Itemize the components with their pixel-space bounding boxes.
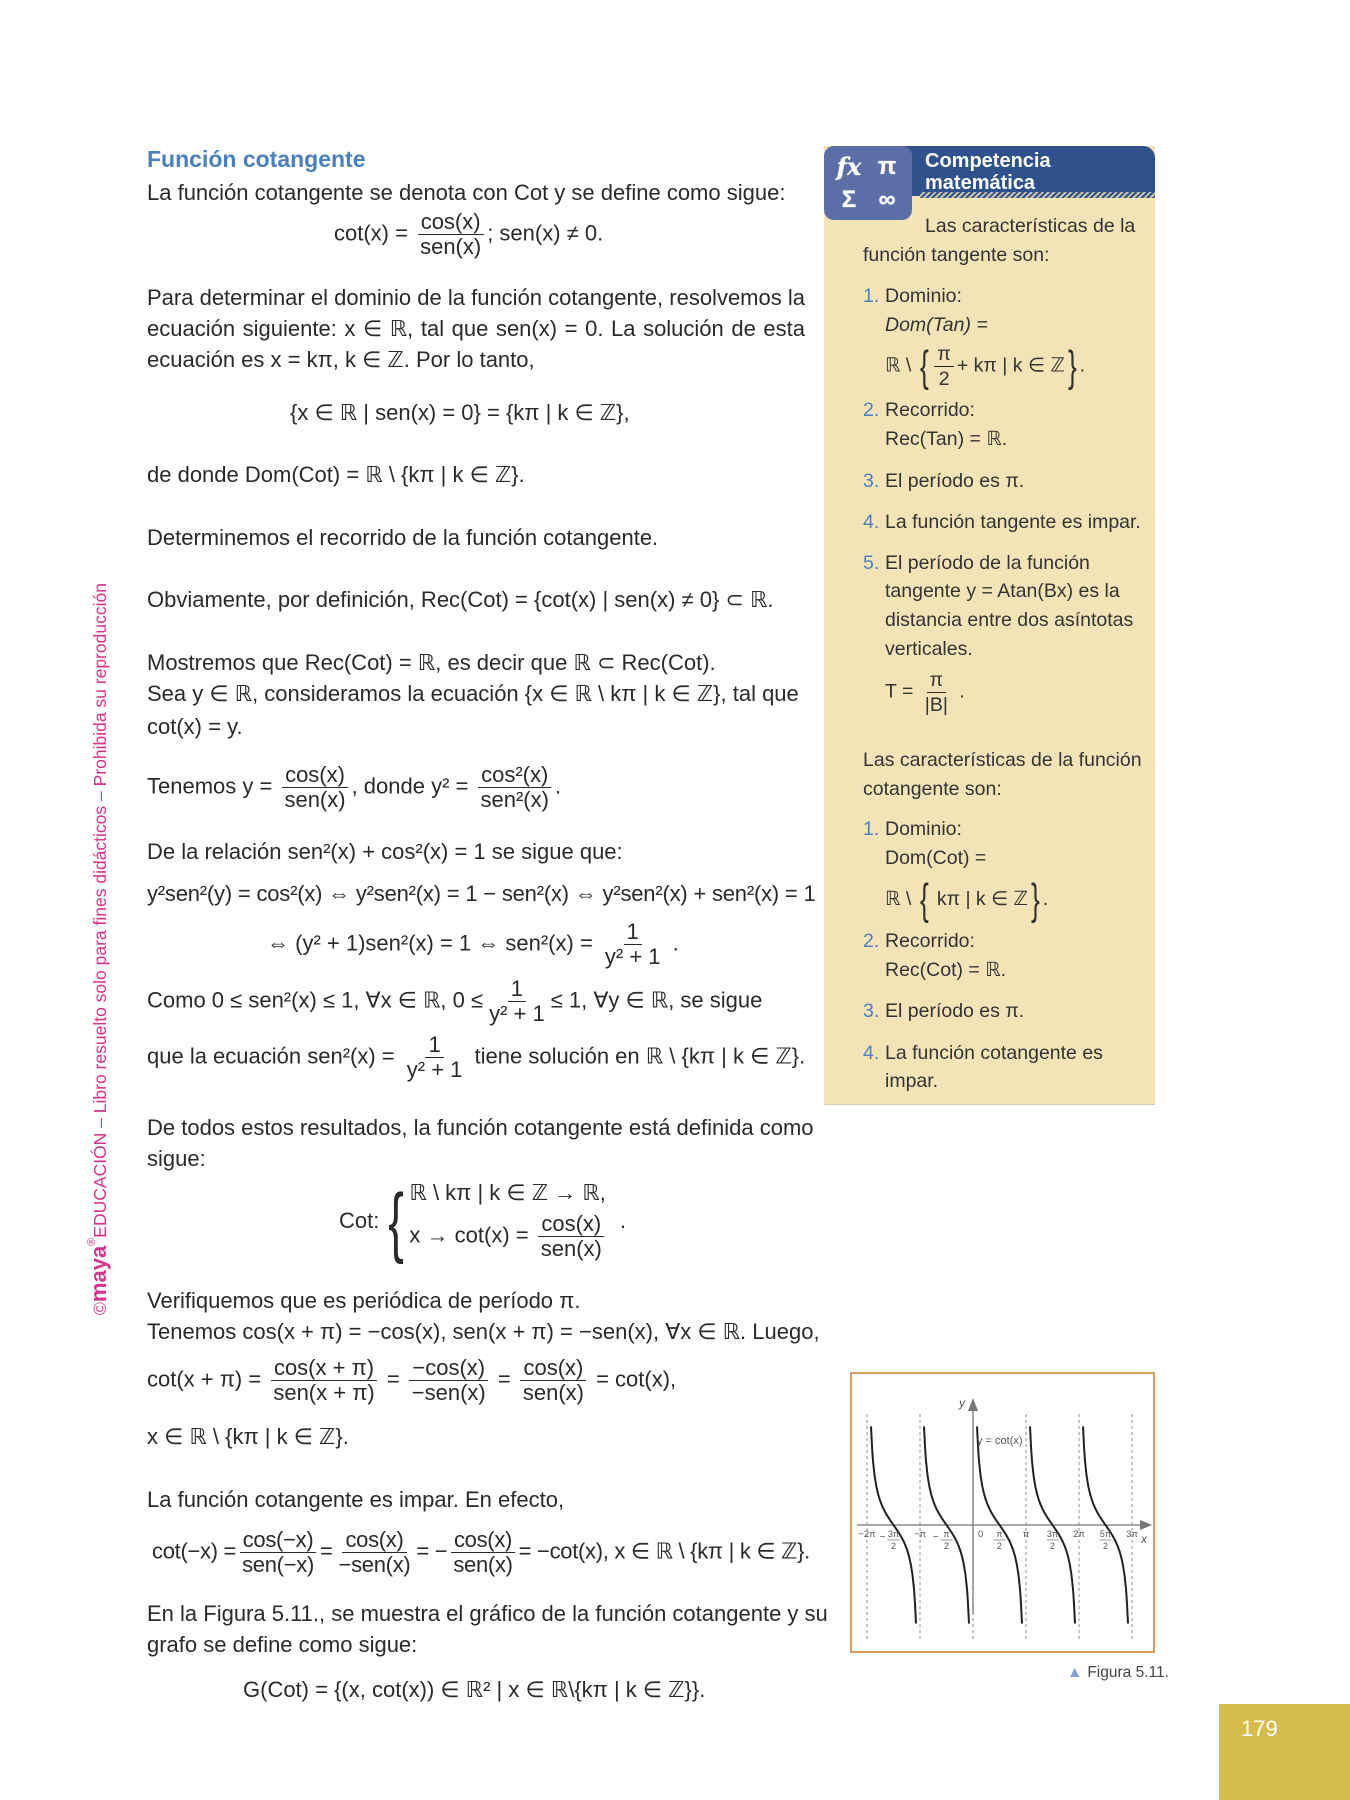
period: . <box>619 1207 626 1233</box>
text-run: cot(x + π) = <box>147 1366 268 1392</box>
text-run: . <box>1079 354 1086 377</box>
sidebar-formula <box>885 875 1049 924</box>
sidebar-text: cotangente son: <box>863 778 1002 800</box>
cotangent-graph <box>852 1374 1153 1651</box>
paragraph-line <box>147 285 805 311</box>
fraction <box>520 1356 587 1405</box>
sidebar-formula <box>885 342 1085 391</box>
text-run: grafo se define como sigue: <box>147 1632 418 1657</box>
fraction <box>922 668 951 717</box>
infinity-icon: ∞ <box>878 185 896 213</box>
text-run: y²sen²(y) = cos²(x) ⇔ y²sen²(x) = 1 − sen²(x) ⇔ y²sen²(x) + sen²(x) = 1 <box>147 881 816 906</box>
sidebar-text: La función tangente es impar. <box>885 511 1141 533</box>
paragraph-line <box>147 1288 580 1314</box>
x-axis-label: x <box>1141 1532 1147 1546</box>
text-run: En la Figura 5.11., se muestra el gráfico de la función cotangente y su <box>147 1601 828 1626</box>
denominator: |B| <box>924 694 948 716</box>
list-number: 5. <box>863 552 880 574</box>
numerator: 1 <box>425 1033 443 1058</box>
numerator: π <box>927 668 946 693</box>
text-run: Para determinar el dominio de la función cotangente, resolvemos la <box>147 285 805 310</box>
large-brace: { <box>919 341 929 391</box>
y-axis-arrow-icon <box>968 1398 978 1411</box>
numerator: cos(x) <box>538 1212 604 1237</box>
denominator: sen(x) <box>522 1380 584 1405</box>
sidebar-text: El período es π. <box>885 1000 1025 1022</box>
numerator: cos²(x) <box>478 763 551 788</box>
text-run: x ∈ ℝ \ {kπ | k ∈ ℤ}. <box>147 1424 349 1449</box>
tick-label-denominator: 2 <box>890 1541 897 1551</box>
tick-label-numerator: 5π <box>1099 1529 1112 1539</box>
paragraph-line <box>147 525 658 551</box>
fraction <box>486 977 548 1026</box>
registered-mark: ® <box>86 1237 98 1246</box>
formula-line <box>147 1033 805 1082</box>
text-run: = cot(x), <box>589 1366 677 1392</box>
sidebar-text: Rec(Tan) = ℝ. <box>885 428 1008 450</box>
list-number: 3. <box>863 1000 880 1022</box>
tick-label-numerator: π <box>996 1529 1003 1539</box>
fraction <box>538 1212 605 1261</box>
list-number: 2. <box>863 399 880 421</box>
list-number: 3. <box>863 470 880 492</box>
tick-label: π <box>1022 1529 1030 1540</box>
large-brace: } <box>1067 341 1077 391</box>
text-run: sigue: <box>147 1146 206 1171</box>
text-run: De todos estos resultados, la función cotangente está definida como <box>147 1115 814 1140</box>
sidebar-text: distancia entre dos asíntotas <box>885 609 1134 631</box>
numerator: −cos(x) <box>409 1356 488 1381</box>
text-run: = <box>380 1366 406 1392</box>
list-number: 1. <box>863 818 880 840</box>
text-run: ℝ \ <box>885 888 917 911</box>
text-run: Verifiquemos que es periódica de período π. <box>147 1288 581 1313</box>
paragraph-line <box>147 316 805 342</box>
formula-zeros <box>290 400 630 426</box>
numerator: cos(x) <box>418 210 484 235</box>
cot-row-domain <box>409 1180 607 1206</box>
formula-odd <box>152 1528 810 1577</box>
sidebar-text: Dominio: <box>885 285 962 307</box>
sidebar-text: Las características de la <box>925 215 1136 237</box>
paragraph-line <box>147 1632 417 1658</box>
tick-label-numerator: 3π <box>887 1529 900 1539</box>
numerator: cos(x + π) <box>271 1356 377 1381</box>
text-run: De la relación sen²(x) + cos²(x) = 1 se sigue que: <box>147 839 623 864</box>
tick-label-numerator: π <box>943 1529 950 1539</box>
text-run: + kπ | k ∈ ℤ <box>956 354 1065 377</box>
tick-label: −π <box>913 1529 927 1540</box>
text-run: T = <box>885 680 919 703</box>
text-run: ecuación siguiente: x ∈ ℝ, tal que sen(x) = 0. La solución de esta <box>147 316 805 341</box>
denominator: sen²(x) <box>480 787 549 812</box>
formula-line <box>267 920 679 969</box>
text-run: tiene solución en ℝ \ {kπ | k ∈ ℤ}. <box>468 1043 806 1069</box>
text-run: ℝ \ kπ | k ∈ ℤ → ℝ, <box>409 1180 606 1205</box>
sidebar-text: El período es π. <box>885 470 1025 492</box>
sigma-icon: Σ <box>841 185 857 213</box>
sidebar-text: función tangente son: <box>863 244 1050 266</box>
text-run: = −cot(x), x ∈ ℝ \ {kπ | k ∈ ℤ}. <box>518 1538 810 1564</box>
paragraph-line <box>147 587 774 613</box>
sidebar-text: Recorrido: <box>885 930 975 952</box>
tick-label-denominator: 2 <box>1102 1541 1109 1551</box>
sidebar-text: Las características de la función <box>863 749 1142 771</box>
caption-text: Figura 5.11. <box>1087 1664 1169 1681</box>
sidebar-text: verticales. <box>885 638 973 660</box>
paragraph-line <box>147 347 535 373</box>
sidebar-title <box>925 150 1051 194</box>
tick-label-numerator: 3π <box>1046 1529 1059 1539</box>
sidebar-text: Dom(Cot) = <box>885 847 987 869</box>
sidebar-text: impar. <box>885 1070 939 1092</box>
copyright-text: EDUCACIÓN – Libro resuelto solo para fines didácticos – Prohibida su reproducción <box>90 583 110 1238</box>
paragraph-line <box>147 1115 814 1141</box>
text-run: Determinemos el recorrido de la función cotangente. <box>147 525 659 550</box>
numerator: cos(x) <box>282 763 348 788</box>
numerator: cos(x) <box>451 1528 515 1553</box>
sidebar-text: Rec(Cot) = ℝ. <box>885 959 1007 981</box>
fraction <box>281 763 348 812</box>
text-run: = − <box>416 1538 448 1564</box>
formula-line <box>147 977 762 1026</box>
text-run: La función cotangente es impar. En efecto, <box>147 1487 565 1512</box>
fraction <box>478 763 552 812</box>
text-run: cot(−x) = <box>152 1538 237 1564</box>
page-number-box <box>1219 1704 1350 1800</box>
x-axis-arrow-icon <box>1140 1520 1152 1530</box>
fraction <box>270 1356 377 1405</box>
text-run: Tenemos y = <box>147 773 279 799</box>
fraction <box>417 210 484 259</box>
formula-line <box>147 763 561 812</box>
paragraph-line <box>147 180 785 206</box>
denominator: −sen(x) <box>411 1380 486 1405</box>
cot-row-rule <box>409 1212 607 1261</box>
fraction <box>409 1356 489 1405</box>
copyright-symbol: © <box>90 1302 110 1315</box>
formula-graph <box>243 1677 705 1703</box>
y-axis-label: y <box>959 1396 965 1410</box>
list-number: 4. <box>863 1042 880 1064</box>
denominator: sen(x) <box>420 234 482 259</box>
denominator: sen(x) <box>540 1236 602 1261</box>
cot-label: Cot: <box>339 1207 380 1233</box>
fraction <box>336 1528 414 1577</box>
paragraph-line <box>147 1319 820 1345</box>
text-run: . <box>666 930 679 956</box>
tick-label: 0 <box>978 1529 984 1540</box>
formula-periodicity <box>147 1356 676 1405</box>
text-run: que la ecuación sen²(x) = <box>147 1043 401 1069</box>
text-run: x → cot(x) = <box>409 1222 535 1248</box>
denominator: sen(x) <box>453 1552 513 1577</box>
tick-label-denominator: 2 <box>996 1541 1003 1551</box>
paragraph-line <box>147 462 525 488</box>
tick-label: 2π <box>1073 1529 1085 1540</box>
denominator: y² + 1 <box>489 1001 545 1026</box>
formula-cot-definition <box>334 210 603 259</box>
text-run: La función cotangente se denota con Cot y se define como sigue: <box>147 180 786 205</box>
numerator: π <box>934 342 953 367</box>
denominator: sen(x + π) <box>273 1380 375 1405</box>
numerator: cos(x) <box>342 1528 406 1553</box>
brand-logo: maya <box>86 1245 111 1303</box>
sidebar-text: La función cotangente es <box>885 1042 1103 1064</box>
text-run: G(Cot) = {(x, cot(x)) ∈ ℝ² | x ∈ ℝ\{kπ | k ∈ ℤ}}. <box>243 1677 706 1702</box>
text-run: ℝ \ <box>885 354 917 377</box>
denominator: y² + 1 <box>604 944 661 969</box>
sidebar-text: Dominio: <box>885 818 962 840</box>
tick-label-denominator: 2 <box>1049 1541 1056 1551</box>
sidebar-text: tangente y = Atan(Bx) es la <box>885 580 1120 602</box>
text-run: ecuación es x = kπ, k ∈ ℤ. Por lo tanto, <box>147 347 535 372</box>
list-number: 1. <box>863 285 880 307</box>
sidebar-text <box>885 313 988 337</box>
sidebar-text: Recorrido: <box>885 399 975 421</box>
large-brace: } <box>1030 875 1040 924</box>
math-symbols-icon <box>824 146 912 220</box>
paragraph-line <box>147 1424 349 1450</box>
text-run: kπ | k ∈ ℤ <box>931 888 1029 911</box>
paragraph-line <box>147 1146 206 1172</box>
list-number: 4. <box>863 511 880 533</box>
denominator: 2 <box>938 368 950 390</box>
denominator: y² + 1 <box>406 1057 463 1082</box>
text-run: , donde y² = <box>351 773 475 799</box>
text-run: = <box>319 1538 333 1564</box>
text-run: de donde Dom(Cot) = ℝ \ {kπ | k ∈ ℤ}. <box>147 462 525 487</box>
text-run: = <box>491 1366 517 1392</box>
text-run: ; sen(x) ≠ 0. <box>487 220 604 246</box>
paragraph-line <box>147 1601 828 1627</box>
fraction <box>602 920 664 969</box>
paragraph-line <box>147 714 243 740</box>
tick-label: 3π <box>1126 1529 1138 1540</box>
sidebar-title-line: Competencia <box>925 150 1051 172</box>
fraction <box>239 1528 317 1577</box>
denominator: sen(−x) <box>242 1552 314 1577</box>
page-number: 179 <box>1241 1716 1278 1741</box>
fraction <box>404 1033 466 1082</box>
text-run: Tenemos cos(x + π) = −cos(x), sen(x + π) = −sen(x), ∀x ∈ ℝ. Luego, <box>147 1319 820 1344</box>
formula-line <box>147 881 816 907</box>
text-run: Mostremos que Rec(Cot) = ℝ, es decir que ℝ ⊂ Rec(Cot). <box>147 650 716 675</box>
text-run: ⇔ (y² + 1)sen²(x) = 1 ⇔ sen²(x) = <box>267 930 599 956</box>
cot-function-definition <box>339 1176 626 1265</box>
text-run: Dom(Tan) = <box>885 314 988 336</box>
numerator: cos(−x) <box>240 1528 317 1553</box>
curve-label: y = cot(x) <box>977 1435 1023 1447</box>
triangle-up-icon: ▲ <box>1067 1664 1083 1681</box>
text-run: . <box>953 680 965 703</box>
cotangent-graph-figure <box>850 1372 1155 1653</box>
paragraph-line <box>147 839 623 865</box>
numerator: cos(x) <box>520 1356 586 1381</box>
large-brace: { <box>919 875 929 924</box>
text-run: cot(x) = y. <box>147 714 243 739</box>
paragraph-line <box>147 1487 564 1513</box>
tick-label-denominator: 2 <box>943 1541 950 1551</box>
fraction <box>934 342 953 391</box>
figure-caption <box>1067 1664 1169 1682</box>
numerator: 1 <box>508 977 526 1002</box>
text-run: Obviamente, por definición, Rec(Cot) = {cot(x) | sen(x) ≠ 0} ⊂ ℝ. <box>147 587 774 612</box>
paragraph-line <box>147 681 799 707</box>
text-run: Como 0 ≤ sen²(x) ≤ 1, ∀x ∈ ℝ, 0 ≤ <box>147 987 484 1013</box>
section-title: Función cotangente <box>147 146 366 172</box>
list-number: 2. <box>863 930 880 952</box>
text-run: . <box>554 773 562 799</box>
denominator: −sen(x) <box>338 1552 411 1577</box>
text-run: cot(x) = <box>334 220 415 246</box>
left-brace: { <box>388 1176 405 1265</box>
pi-icon: π <box>877 152 897 180</box>
text-run: Sea y ∈ ℝ, consideramos la ecuación {x ∈ ℝ \ kπ | k ∈ ℤ}, tal que <box>147 681 799 706</box>
function-icon: fx <box>836 152 862 182</box>
text-run: . <box>1042 888 1049 911</box>
copyright-notice <box>86 583 112 1315</box>
text-run: {x ∈ ℝ | sen(x) = 0} = {kπ | k ∈ ℤ}, <box>290 400 630 425</box>
paragraph-line <box>147 650 716 676</box>
tick-label-sign: − <box>932 1532 939 1543</box>
tick-label: −2π <box>858 1529 876 1540</box>
text-run: ≤ 1, ∀y ∈ ℝ, se sigue <box>550 987 763 1013</box>
numerator: 1 <box>624 920 642 945</box>
tick-label-sign: − <box>879 1532 886 1543</box>
fraction <box>450 1528 515 1577</box>
sidebar-text: El período de la función <box>885 552 1090 574</box>
denominator: sen(x) <box>284 787 346 812</box>
sidebar-formula <box>885 668 965 717</box>
sidebar-title-line: matemática <box>925 172 1036 194</box>
